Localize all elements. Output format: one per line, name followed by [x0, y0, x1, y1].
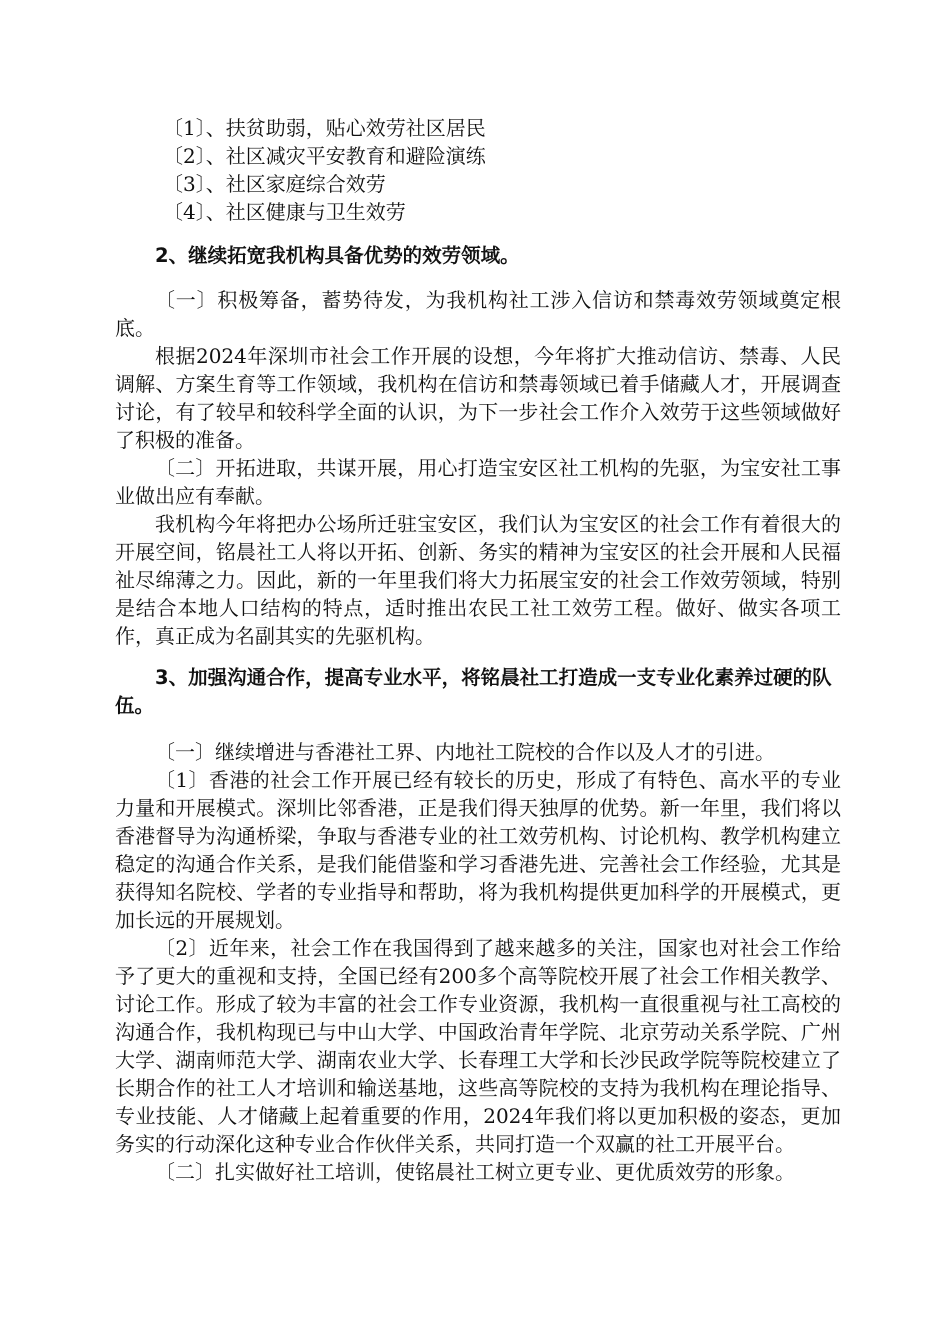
list-item: 〔4〕、社区健康与卫生效劳	[163, 200, 406, 224]
paragraph: 我机构今年将把办公场所迁驻宝安区，我们认为宝安区的社会工作有着很大的开展空间，铭晨社工人将以开拓、创新、务实的精神为宝安区的社会开展和人民福祉尽绵薄之力。因此，新的一年里我们将大力拓展宝安的社会工作效劳领域，特别是结合本地人口结构的特点，适时推出农民工社工效劳工程。做好、做实各项工作，真正成为名副其实的先驱机构。	[115, 512, 841, 648]
paragraph: 〔一〕继续增进与香港社工界、内地社工院校的合作以及人才的引进。	[155, 740, 775, 764]
paragraph: 〔二〕扎实做好社工培训，使铭晨社工树立更专业、更优质效劳的形象。	[155, 1160, 795, 1184]
paragraph: 〔一〕积极筹备，蓄势待发，为我机构社工涉入信访和禁毒效劳领域奠定根底。	[115, 288, 841, 340]
document-page	[115, 114, 841, 1186]
section-3-heading: 3、加强沟通合作，提高专业水平，将铭晨社工打造成一支专业化素养过硬的队伍。	[115, 666, 832, 717]
paragraph: 〔2〕近年来，社会工作在我国得到了越来越多的关注，国家也对社会工作给予了更大的重视和支持，全国已经有200多个高等院校开展了社会工作相关教学、讨论工作。形成了较为丰富的社会工作专业资源，我机构一直很重视与社工高校的沟通合作，我机构现已与中山大学、中国政治青年学院、北京劳动关系学院、广州大学、湖南师范大学、湖南农业大学、长春理工大学和长沙民政学院等院校建立了长期合作的社工人才培训和输送基地，这些高等院校的支持为我机构在理论指导、专业技能、人才储藏上起着重要的作用，2024年我们将以更加积极的姿态，更加务实的行动深化这种专业合作伙伴关系，共同打造一个双赢的社工开展平台。	[115, 936, 841, 1156]
paragraph: 〔二〕开拓进取，共谋开展，用心打造宝安区社工机构的先驱，为宝安社工事业做出应有奉献。	[115, 456, 841, 508]
list-item: 〔3〕、社区家庭综合效劳	[163, 172, 386, 196]
paragraph: 根据2024年深圳市社会工作开展的设想，今年将扩大推动信访、禁毒、人民调解、方案生育等工作领域，我机构在信访和禁毒领域已着手储藏人才，开展调查讨论，有了较早和较科学全面的认识，为下一步社会工作介入效劳于这些领域做好了积极的准备。	[115, 344, 841, 452]
service-list	[115, 114, 841, 226]
section-2-heading: 2、继续拓宽我机构具备优势的效劳领域。	[155, 244, 520, 267]
list-item: 〔1〕、扶贫助弱，贴心效劳社区居民	[163, 116, 486, 140]
paragraph: 〔1〕香港的社会工作开展已经有较长的历史，形成了有特色、高水平的专业力量和开展模式。深圳比邻香港，正是我们得天独厚的优势。新一年里，我们将以香港督导为沟通桥梁，争取与香港专业的社工效劳机构、讨论机构、教学机构建立稳定的沟通合作关系，是我们能借鉴和学习香港先进、完善社会工作经验，尤其是获得知名院校、学者的专业指导和帮助，将为我机构提供更加科学的开展模式，更加长远的开展规划。	[115, 768, 841, 932]
list-item: 〔2〕、社区减灾平安教育和避险演练	[163, 144, 486, 168]
